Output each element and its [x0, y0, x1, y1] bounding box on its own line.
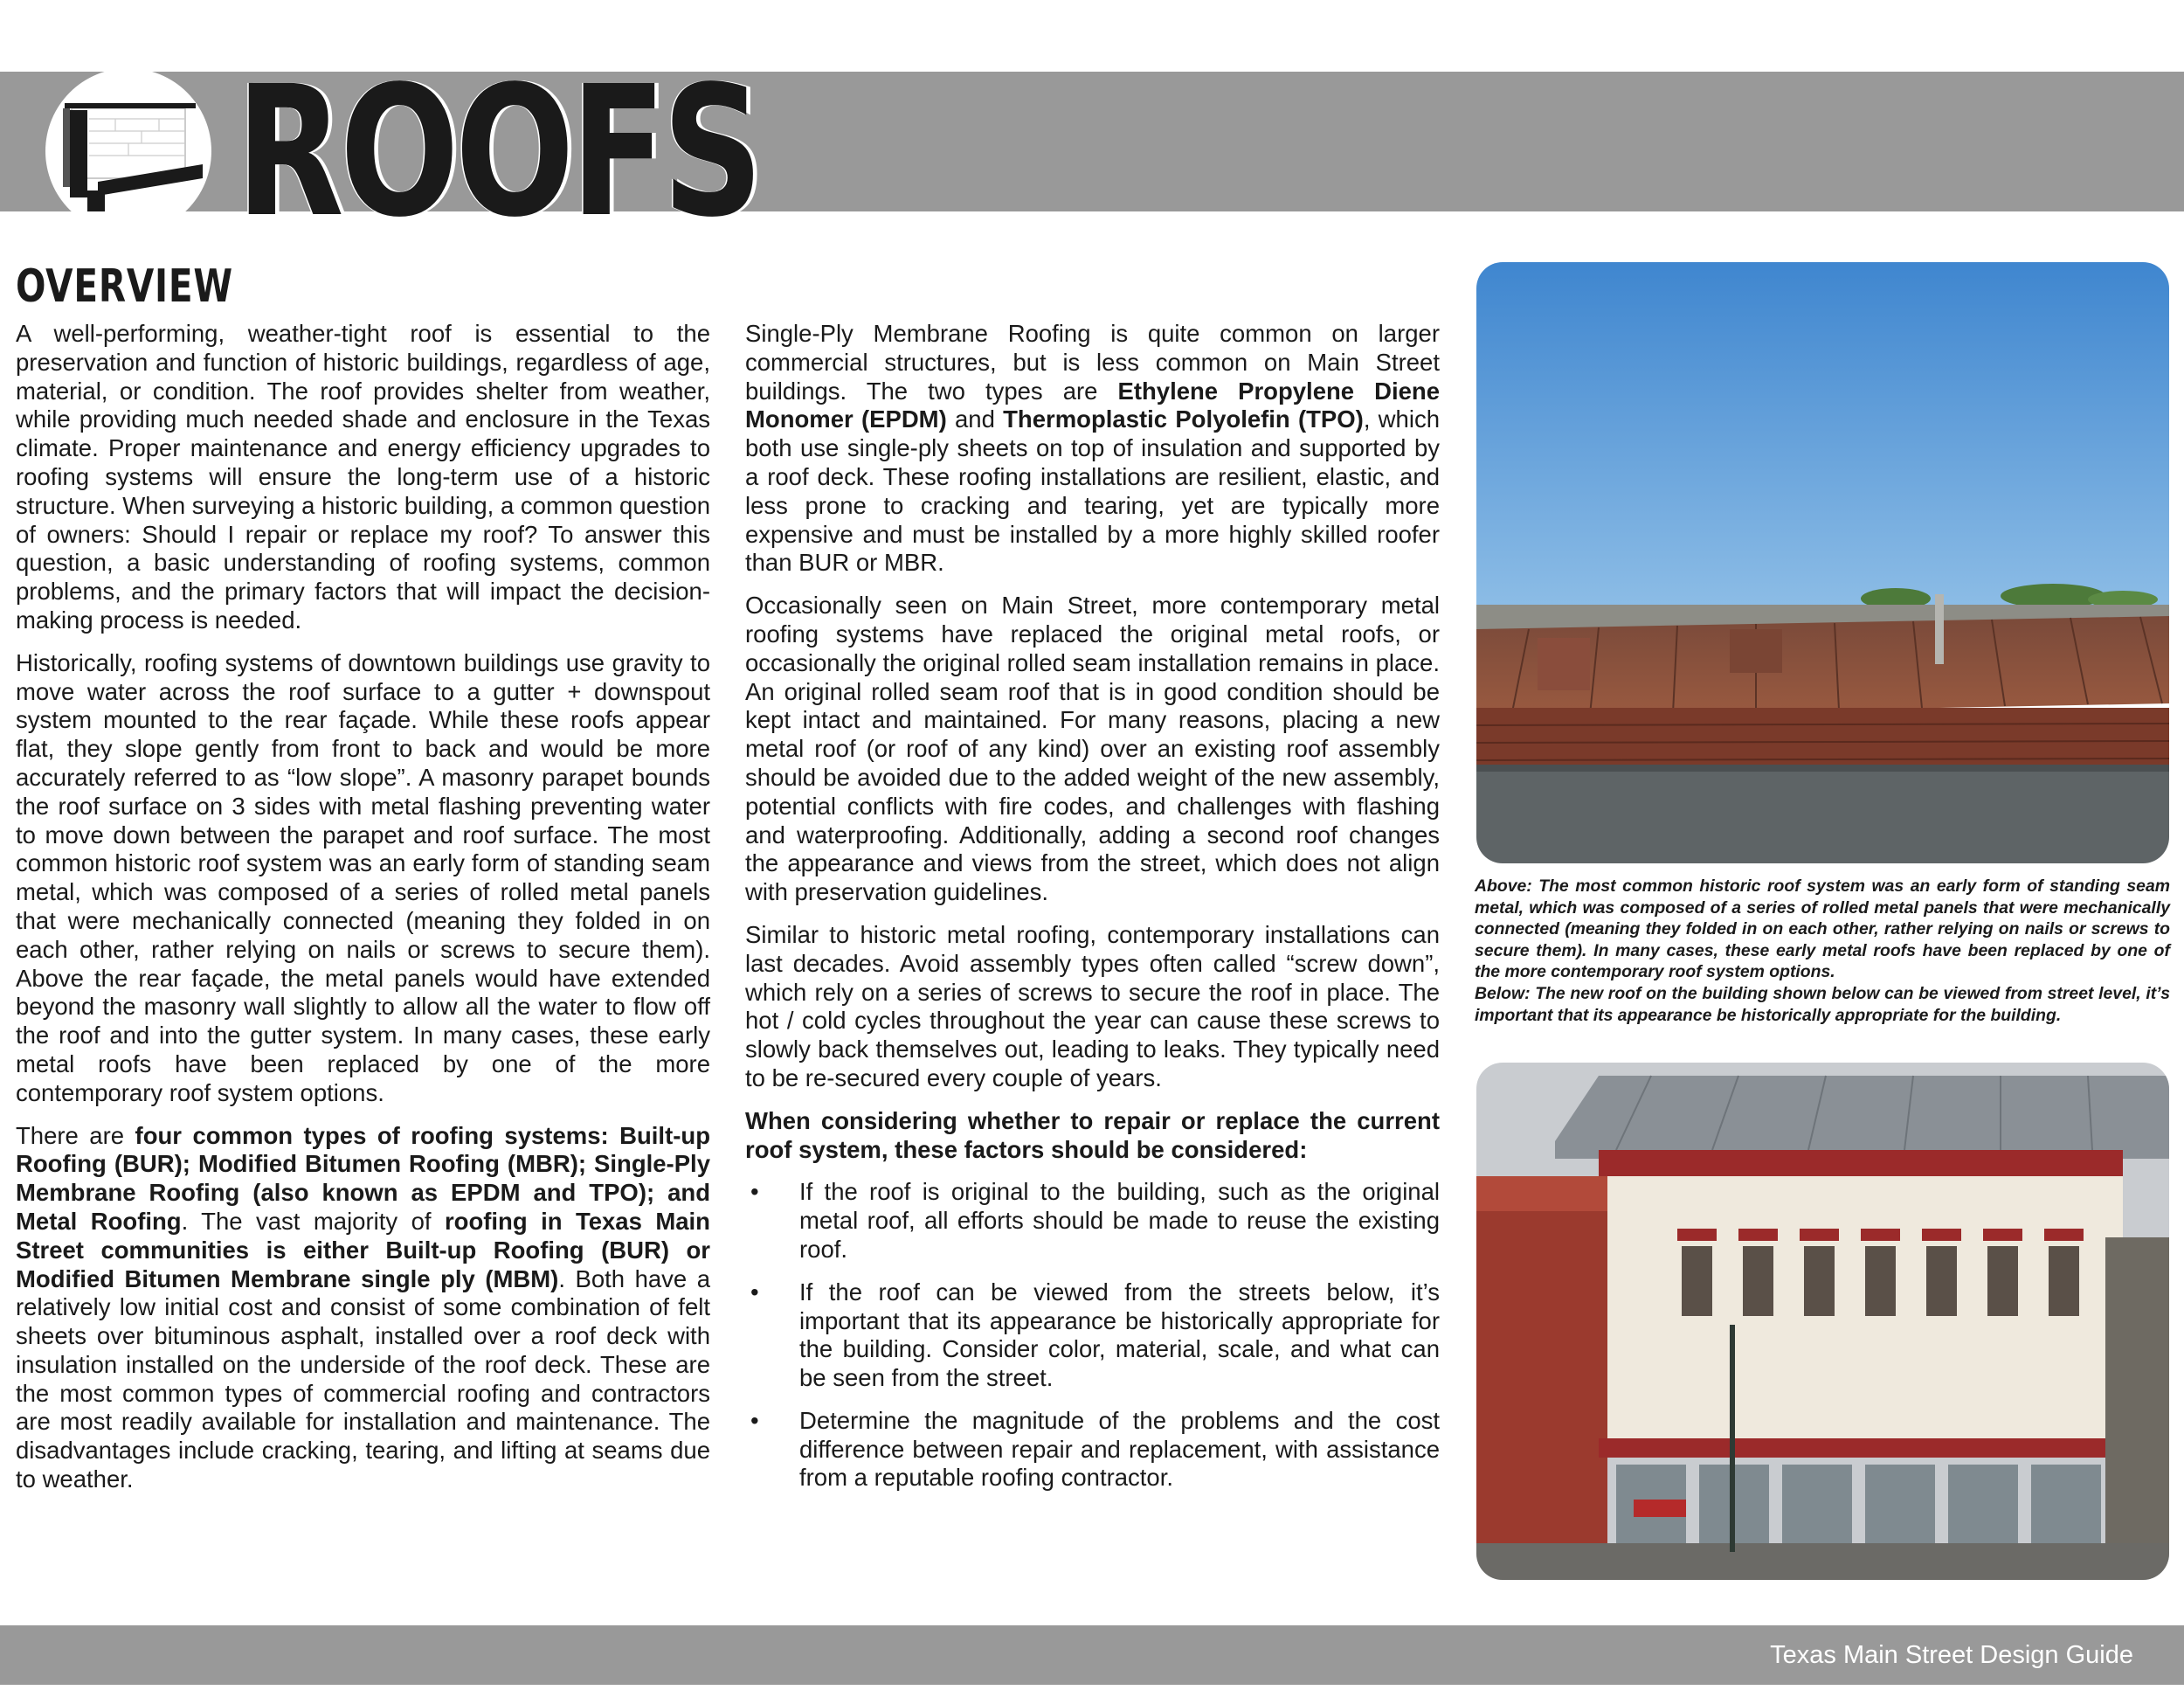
- paragraph: Similar to historic metal roofing, contemporary installations can last decades. Avoid assembly types often called “screw down”, which rely on a series of screws to secure the roof in place. The hot / cold cycles throughout the year can cause these screws to slowly back themselves out, leading to leaks. They typically need to be re-secured every couple of years.: [745, 920, 1440, 1091]
- section-heading: OVERVIEW: [16, 260, 233, 313]
- bullet-icon: •: [750, 1278, 759, 1306]
- paragraph: [16, 1122, 710, 1494]
- footer-text: Texas Main Street Design Guide: [1770, 1641, 2133, 1669]
- text-run: There are: [16, 1121, 135, 1149]
- text-run: and: [946, 405, 1004, 433]
- bullet-icon: •: [750, 1178, 759, 1206]
- bold-text: roofing in Texas Main Street communities is either Built-up Roofing (BUR) or Modified Bitumen Membrane single ply (MBM): [16, 1207, 710, 1292]
- bold-text: Ethylene Propylene Diene Monomer (EPDM): [745, 377, 1441, 433]
- list-item-text: If the roof is original to the building, such as the original metal roof, all efforts should be made to reuse the existing roof.: [799, 1178, 1440, 1263]
- body-column-middle: [745, 320, 1440, 1507]
- paragraph: [745, 320, 1440, 578]
- text-run: , which both use single-ply sheets on top of insulation and supported by a roof deck. These roofing installations are resilient, elastic, and less prone to cracking and tearing, yet are typically more expensive and must be installed by a more highly skilled roofer than BUR or MBR.: [745, 405, 1440, 577]
- bullet-icon: •: [750, 1406, 759, 1434]
- body-column-left: [16, 320, 710, 1508]
- list-item-text: Determine the magnitude of the problems and the cost difference between repair and replacement, with assistance from a reputable roofing contractor.: [799, 1406, 1440, 1492]
- caption-below: Below: The new roof on the building shown below can be viewed from street level, it’s important that its appearance be historically appropriate for the building.: [1475, 983, 2170, 1025]
- list-item: [745, 1278, 1440, 1393]
- text-run: . Both have a relatively low initial cost and consist of some combination of felt sheets over bituminous asphalt, installed over a roof deck with insulation installed on the underside of the roof deck. These are the most common types of commercial roofing and contractors are most readily available for installation and maintenance. The disadvantages include cracking, tearing, and lifting at seams due to weather.: [16, 1264, 711, 1493]
- bold-text: Thermoplastic Polyolefin (TPO): [1003, 405, 1364, 433]
- paragraph: Historically, roofing systems of downtown buildings use gravity to move water across the roof surface to a gutter + downspout system mounted to the rear façade. While these roofs appear flat, they slope gently from front to back and would be more accurately referred to as “low slope”. A masonry parapet bounds the roof surface on 3 sides with metal flashing preventing water to move down between the parapet and roof surface. The most common historic roof system was an early form of standing seam metal, which was composed of a series of rolled metal panels that were mechanically connected (meaning they folded in on each other, rather relying on nails or screws to secure them). Above the rear façade, the metal panels would have extended beyond the masonry wall slightly to allow all the water to flow off the roof and into the gutter system. In many cases, these early metal roofs have been replaced by one of the more contemporary roof system options.: [16, 648, 710, 1106]
- page-title: ROOFS: [236, 47, 760, 257]
- list-item-text: If the roof can be viewed from the streets below, it’s important that its appearance be historically appropriate for the building. Consider color, material, scale, and what can be seen from the street.: [799, 1278, 1440, 1392]
- list-item: [745, 1407, 1440, 1493]
- paragraph: Occasionally seen on Main Street, more contemporary metal roofing systems have replaced the original metal roofs, or occasionally the original rolled seam installation remains in place. An original rolled seam roof that is in good condition should be kept intact and maintained. For many reasons, placing a new metal roof (or roof of any kind) over an existing roof assembly should be avoided due to the added weight of the new assembly, potential conflicts with fire codes, and challenges with flashing and waterproofing. Additionally, adding a second roof changes the appearance and views from the street, which does not align with preservation guidelines.: [745, 592, 1440, 906]
- text-run: Single-Ply Membrane Roofing is quite common on larger commercial structures, but is less common on Main Street buildings. The two types are: [745, 320, 1440, 405]
- factor-list: [745, 1178, 1440, 1493]
- bold-text: When considering whether to repair or replace the current roof system, these factors should be considered:: [745, 1106, 1440, 1163]
- roof-section-icon: [45, 68, 211, 234]
- paragraph: A well-performing, weather-tight roof is essential to the preservation and function of historic buildings, regardless of age, material, or condition. The roof provides shelter from weather, while providing much needed shade and enclosure in the Texas climate. Proper maintenance and energy efficiency upgrades to roofing systems will ensure the long-term use of a historic structure. When surveying a historic building, a common question of owners: Should I repair or replace my roof? To answer this question, a basic understanding of roofing systems, common problems, and the primary factors that will impact the decision-making process is needed.: [16, 320, 710, 634]
- building-photo: [1476, 1063, 2169, 1580]
- caption-above: Above: The most common historic roof system was an early form of standing seam metal, which was composed of a series of rolled metal panels that were mechanically connected (meaning they folded in on each other, rather relying on nails or screws to secure them). In many cases, these early metal roofs have been replaced by one of the more contemporary roof system options.: [1475, 876, 2170, 982]
- text-run: . The vast majority of: [181, 1207, 445, 1235]
- list-item: [745, 1178, 1440, 1264]
- bold-text: four common types of roofing systems: Built-up Roofing (BUR); Modified Bitumen Roofing (MBR); Single-Ply Membrane Roofing (also known as EPDM and TPO); and Metal Roofing: [16, 1121, 710, 1235]
- photo-caption: [1475, 876, 2170, 1026]
- roof-photo: [1476, 262, 2169, 863]
- paragraph: [745, 1107, 1440, 1165]
